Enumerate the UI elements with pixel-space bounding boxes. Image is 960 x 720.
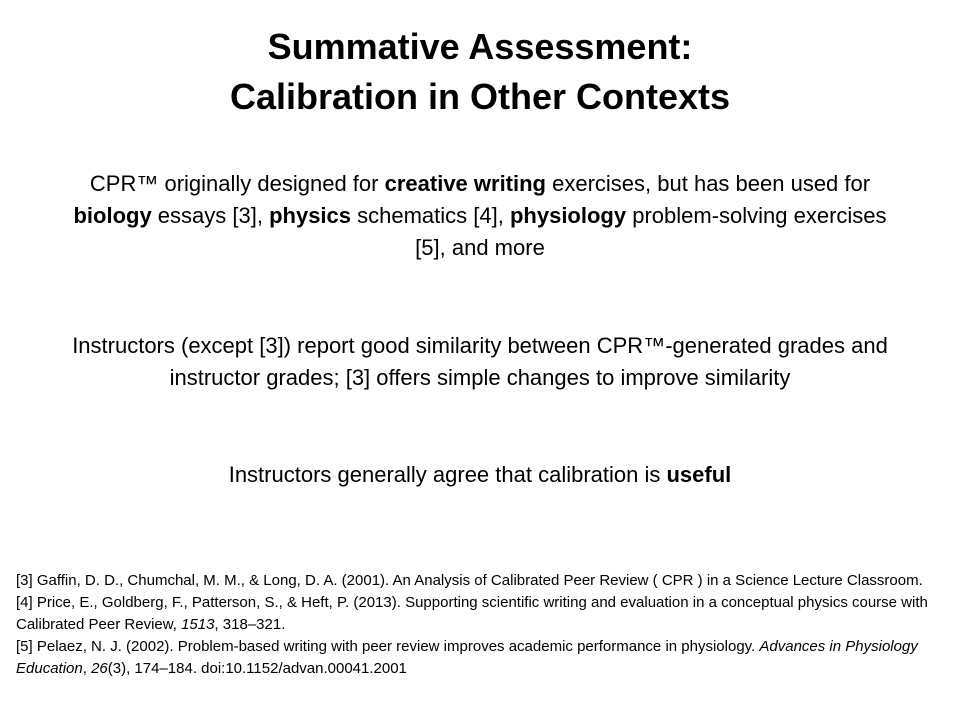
paragraph-cpr-usage [60,168,900,264]
p1-bold-creative-writing: creative writing [384,171,546,196]
p1-text-3: essays [3], [151,203,270,228]
ref5-journal: Advances in Physiology Education [16,638,918,677]
ref4-text-2: , 318–321. [214,616,286,633]
p1-text-2: exercises, but has been used for [546,171,871,196]
title-line-2: Calibration in Other Contexts [229,76,731,117]
ref4-text-1: [4] Price, E., Goldberg, F., Patterson, S., & Heft, P. (2013). Supporting scientific writing and evaluation in a conceptual physics course with Calibrated Peer Review, [16,594,928,633]
p1-bold-physics: physics [269,203,352,228]
reference-5 [16,636,951,680]
p1-bold-biology: biology [73,203,152,228]
title-line-1: Summative Assessment: [267,26,693,67]
ref5-text-1: [5] Pelaez, N. J. (2002). Problem-based writing with peer review improves academic performance in physiology. [16,638,760,655]
p3-bold-useful: useful [666,462,732,487]
reference-3: [3] Gaffin, D. D., Chumchal, M. M., & Long, D. A. (2001). An Analysis of Calibrated Peer Review ( CPR ) in a Science Lecture Classroom. [16,572,923,589]
p1-text-1: CPR™ originally designed for [89,171,385,196]
ref5-text-3: (3), 174–184. doi:10.1152/advan.00041.2001 [107,660,407,677]
ref5-text-2: , [82,660,92,677]
paragraph-calibration-useful [60,459,900,491]
paragraph-instructor-similarity [60,330,900,394]
p1-text-5: problem-solving exercises [5], and more [415,203,887,260]
p2-text: Instructors (except [3]) report good similarity between CPR™-generated grades and instructor grades; [3] offers simple changes to improve similarity [72,333,888,390]
ref5-volume: 26 [91,660,108,677]
ref4-volume: 1513 [181,616,215,633]
p1-bold-physiology: physiology [509,203,627,228]
p3-text: Instructors generally agree that calibration is [228,462,667,487]
p1-text-4: schematics [4], [351,203,510,228]
reference-4 [16,592,951,636]
slide-title [0,22,960,122]
references [16,570,951,680]
